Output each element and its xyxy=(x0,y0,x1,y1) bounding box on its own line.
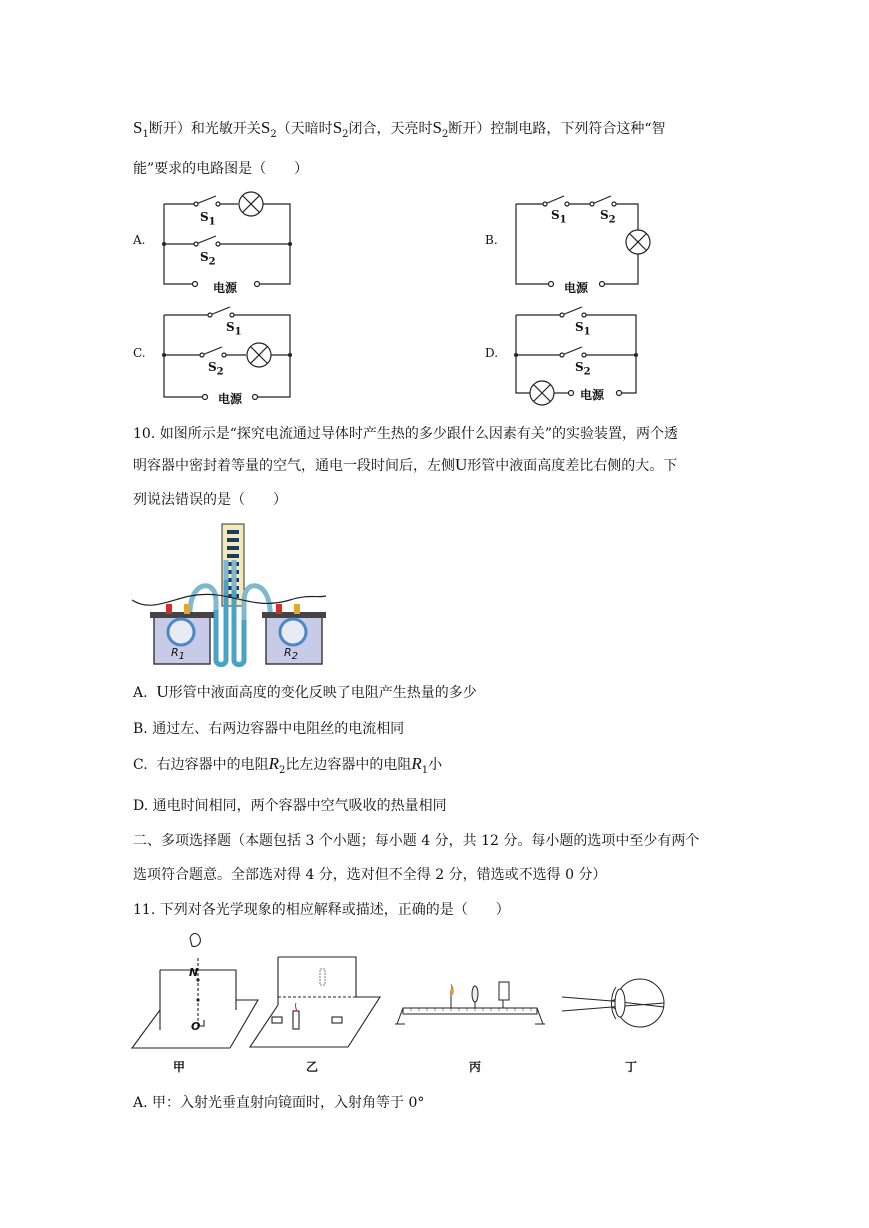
figure-label-jia: 甲 xyxy=(173,1060,186,1074)
point-o-label: O xyxy=(191,1020,201,1033)
q9-option-d-label: D. xyxy=(485,346,499,360)
circuit-a-power-label: 电源 xyxy=(213,281,238,295)
q10-line2: 明容器中密封着等量的空气，通电一段时间后，左侧U形管中液面高度差比右侧的大。下 xyxy=(133,455,678,474)
r2-label: $R_2$ xyxy=(284,646,299,663)
circuit-b-s2-label: $S_2$ xyxy=(600,208,616,226)
circuit-d-s1-label: $S_1$ xyxy=(575,320,591,338)
circuit-a-s1-label: $S_1$ xyxy=(200,210,216,228)
joule-heating-apparatus xyxy=(130,520,330,670)
q11-line1: 11. 下列对各光学现象的相应解释或描述，正确的是（ ） xyxy=(133,902,510,918)
circuit-c-power-label: 电源 xyxy=(218,392,243,406)
figure-bing-optical-bench xyxy=(395,980,545,1030)
circuit-b-power-label: 电源 xyxy=(564,281,589,295)
q10-option-d: D. 通电时间相同，两个容器中空气吸收的热量相同 xyxy=(133,798,447,814)
q10-option-c: C. 右边容器中的电阻$R_2$比左边容器中的电阻$R_1$小 xyxy=(133,754,443,776)
q10-option-b: B. 通过左、右两边容器中电阻丝的电流相同 xyxy=(133,721,405,737)
circuit-c-s1-label: $S_1$ xyxy=(226,320,242,338)
q10-line1: 10. 如图所示是“探究电流通过导体时产生热的多少跟什么因素有关”的实验装置，两个透 xyxy=(133,426,679,442)
q9-line2: 能”要求的电路图是（ ） xyxy=(133,161,309,177)
q9-option-c-label: C. xyxy=(133,346,146,360)
q9-option-b-label: B. xyxy=(485,233,498,247)
q9-line1: $S_1$断开）和光敏开关$S_2$（天暗时$S_2$闭合，天亮时$S_2$断开）控制电路，下列符合这种“智 xyxy=(133,118,666,140)
q10-option-a: A. U形管中液面高度的变化反映了电阻产生热量的多少 xyxy=(133,682,477,701)
circuit-a-s2-label: $S_2$ xyxy=(200,250,216,268)
q9-option-a-label: A. xyxy=(133,233,146,247)
q11-option-a: A. 甲：入射光垂直射向镜面时，入射角等于 0° xyxy=(133,1095,425,1111)
r1-label: $R_1$ xyxy=(171,646,186,663)
circuit-b-s1-label: $S_1$ xyxy=(551,208,567,226)
q10-line3: 列说法错误的是（ ） xyxy=(133,492,287,508)
circuit-d-power-label: 电源 xyxy=(580,388,605,402)
figure-label-yi: 乙 xyxy=(306,1060,319,1074)
figure-yi-plane-mirror xyxy=(248,955,383,1050)
circuit-d-s2-label: $S_2$ xyxy=(575,360,591,378)
figure-label-bing: 丙 xyxy=(469,1060,482,1074)
section2-line1: 二、多项选择题（本题包括 3 个小题；每小题 4 分，共 12 分。每小题的选项中至少有两个 xyxy=(133,833,700,849)
figure-ding-eye xyxy=(560,975,670,1035)
normal-n-label: N xyxy=(189,966,199,979)
figure-label-ding: 丁 xyxy=(625,1060,638,1074)
circuit-c-s2-label: $S_2$ xyxy=(208,360,224,378)
section2-line2: 选项符合题意。全部选对得 4 分，选对但不全得 2 分，错选或不选得 0 分） xyxy=(133,867,607,883)
